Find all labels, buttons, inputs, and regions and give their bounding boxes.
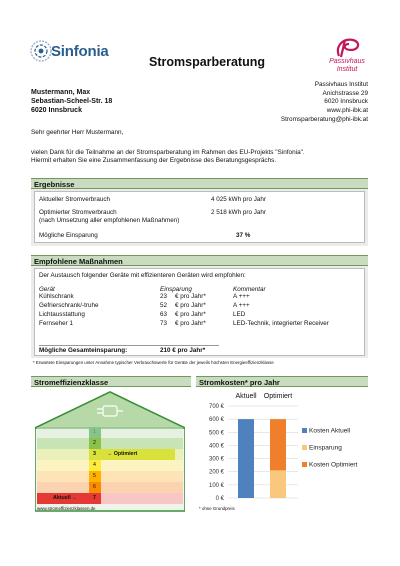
y-tick-label: 400 € (208, 443, 224, 450)
result-label-saving: Mögliche Einsparung (39, 232, 98, 239)
bar-segment (238, 419, 254, 498)
measures-heading: Empfohlene Maßnahmen (31, 255, 368, 266)
measure-unit: € pro Jahr* (175, 293, 206, 300)
measures-intro: Der Austausch folgender Geräte mit effizienteren Geräten wird empfohlen: (39, 272, 246, 279)
result-label-optimized-note: (nach Umsetzung aller empfohlenen Maßnahmen) (39, 217, 180, 224)
recipient-name: Mustermann, Max (31, 89, 91, 96)
measure-comment: A +++ (233, 302, 250, 309)
col-header-device: Gerät (39, 286, 55, 293)
measure-comment: A +++ (233, 293, 250, 300)
y-tick-label: 300 € (208, 456, 224, 463)
measures-footnote: * Erwartete Einsparungen unter Annahme typischer Verbrauchswerte für Geräte der jeweils höchsten Energieeffizienzklasse (33, 360, 274, 365)
sender-street: Anichstrasse 29 (322, 89, 368, 97)
sinfonia-logo (30, 38, 120, 68)
y-tick-label: 600 € (208, 417, 224, 424)
y-tick-label: 500 € (208, 430, 224, 437)
phi-logo-icon (331, 36, 363, 58)
aktuell-marker: Aktuell ← (53, 495, 78, 501)
bar-segment (270, 419, 286, 470)
sinfonia-logo-icon (30, 38, 52, 64)
total-label: Mögliche Gesamteinsparung: (39, 347, 128, 354)
y-tick-label: 700 € (208, 404, 224, 410)
class-bar-7-label: 7 (93, 495, 96, 501)
measure-device: Fernseher 1 (39, 320, 73, 327)
measure-saving: 63 (160, 311, 168, 318)
legend-swatch (302, 428, 307, 433)
recipient-city: 6020 Innsbruck (31, 106, 82, 114)
phi-logo-line1: Passivhaus (329, 58, 365, 65)
category-label: Optimiert (263, 393, 293, 400)
result-label-optimized: Optimierter Stromverbrauch (39, 209, 117, 216)
y-tick-label: 100 € (208, 482, 224, 489)
class-bar-3-label: 3 (93, 451, 96, 457)
y-tick-label: 200 € (208, 469, 224, 476)
legend-swatch (302, 445, 307, 450)
measure-saving: 73 (160, 320, 168, 327)
measure-device: Kühlschrank (39, 293, 74, 300)
sender-email[interactable]: Stromsparberatung@phi-ibk.at (280, 115, 368, 123)
class-bars (37, 427, 183, 509)
phi-logo (322, 36, 372, 78)
sender-org: Passivhaus Institut (314, 81, 368, 88)
legend-swatch (302, 462, 307, 467)
letter-body-line2: Hiermit erhalten Sie eine Zusammenfassung der Ergebnisse des Beratungsgesprächs. (31, 157, 277, 165)
logo-text: Sinfonia (51, 43, 109, 60)
page-title: Stromsparberatung (149, 55, 265, 69)
salutation: Sehr geehrter Herr Mustermann, (31, 129, 124, 136)
sender-city: 6020 Innsbruck (324, 98, 368, 106)
sender-address (281, 81, 368, 125)
measure-comment: LED-Technik, integrierter Receiver (233, 320, 329, 327)
bar-segment (270, 470, 286, 498)
result-label-current: Aktueller Stromverbrauch (39, 196, 111, 203)
measure-unit: € pro Jahr* (175, 311, 206, 318)
efficiency-source[interactable]: www.stromeffizienzklassen.de (37, 506, 96, 511)
measure-device: Lichtausstattung (39, 311, 85, 318)
legend-label: Einsparung (309, 444, 342, 452)
measure-unit: € pro Jahr* (175, 320, 206, 327)
cost-heading: Stromkosten* pro Jahr (196, 376, 368, 387)
measure-saving: 52 (160, 302, 168, 309)
class-bar-4-label: 4 (93, 462, 96, 468)
class-bar-6-label: 6 (93, 484, 96, 490)
class-bar-6 (37, 482, 183, 493)
legend-label: Kosten Optimiert (309, 461, 358, 469)
measure-saving: 23 (160, 293, 168, 300)
y-tick-label: 0 € (215, 496, 224, 502)
col-header-saving: Einsparung (160, 286, 192, 293)
col-header-comment: Kommentar (233, 286, 266, 293)
class-bar-2-label: 2 (93, 440, 96, 446)
results-heading: Ergebnisse (31, 178, 368, 189)
cost-chart (196, 388, 366, 513)
class-bar-4 (37, 460, 183, 471)
phi-logo-line2: Institut (336, 66, 358, 73)
measures-panel (34, 268, 365, 356)
efficiency-heading: Stromeffizienzklasse (31, 376, 191, 387)
letter-body-line1: vielen Dank für die Teilnahme an der Stromsparberatung im Rahmen des EU-Projekts "Sinfonia". (31, 149, 305, 156)
result-value-optimized: 2 518 kWh pro Jahr (211, 209, 266, 216)
measure-unit: € pro Jahr* (175, 302, 206, 309)
result-value-current: 4 025 kWh pro Jahr (211, 196, 266, 203)
category-label: Aktuell (235, 393, 257, 400)
result-value-saving: 37 % (236, 232, 251, 239)
total-divider (39, 345, 219, 346)
letter-body (31, 149, 305, 166)
efficiency-house (35, 390, 185, 512)
measure-comment: LED (233, 311, 246, 318)
class-bar-5-label: 5 (93, 473, 96, 479)
class-bar-1-fill (37, 427, 183, 438)
cost-footnote: * ohne Grundpreis (199, 506, 235, 511)
class-bar-5 (37, 471, 183, 482)
legend-label: Kosten Aktuell (309, 427, 351, 435)
recipient-address (31, 89, 112, 115)
optimiert-marker: → Optimiert (107, 451, 138, 457)
recipient-street: Sebastian-Scheel-Str. 18 (31, 97, 113, 105)
results-panel (34, 191, 365, 243)
sender-web[interactable]: www.phi-ibk.at (326, 107, 368, 115)
total-value: 210 € pro Jahr* (160, 347, 206, 354)
measure-device: Gefrierschrank/-truhe (39, 302, 99, 309)
class-bar-2 (37, 438, 183, 449)
